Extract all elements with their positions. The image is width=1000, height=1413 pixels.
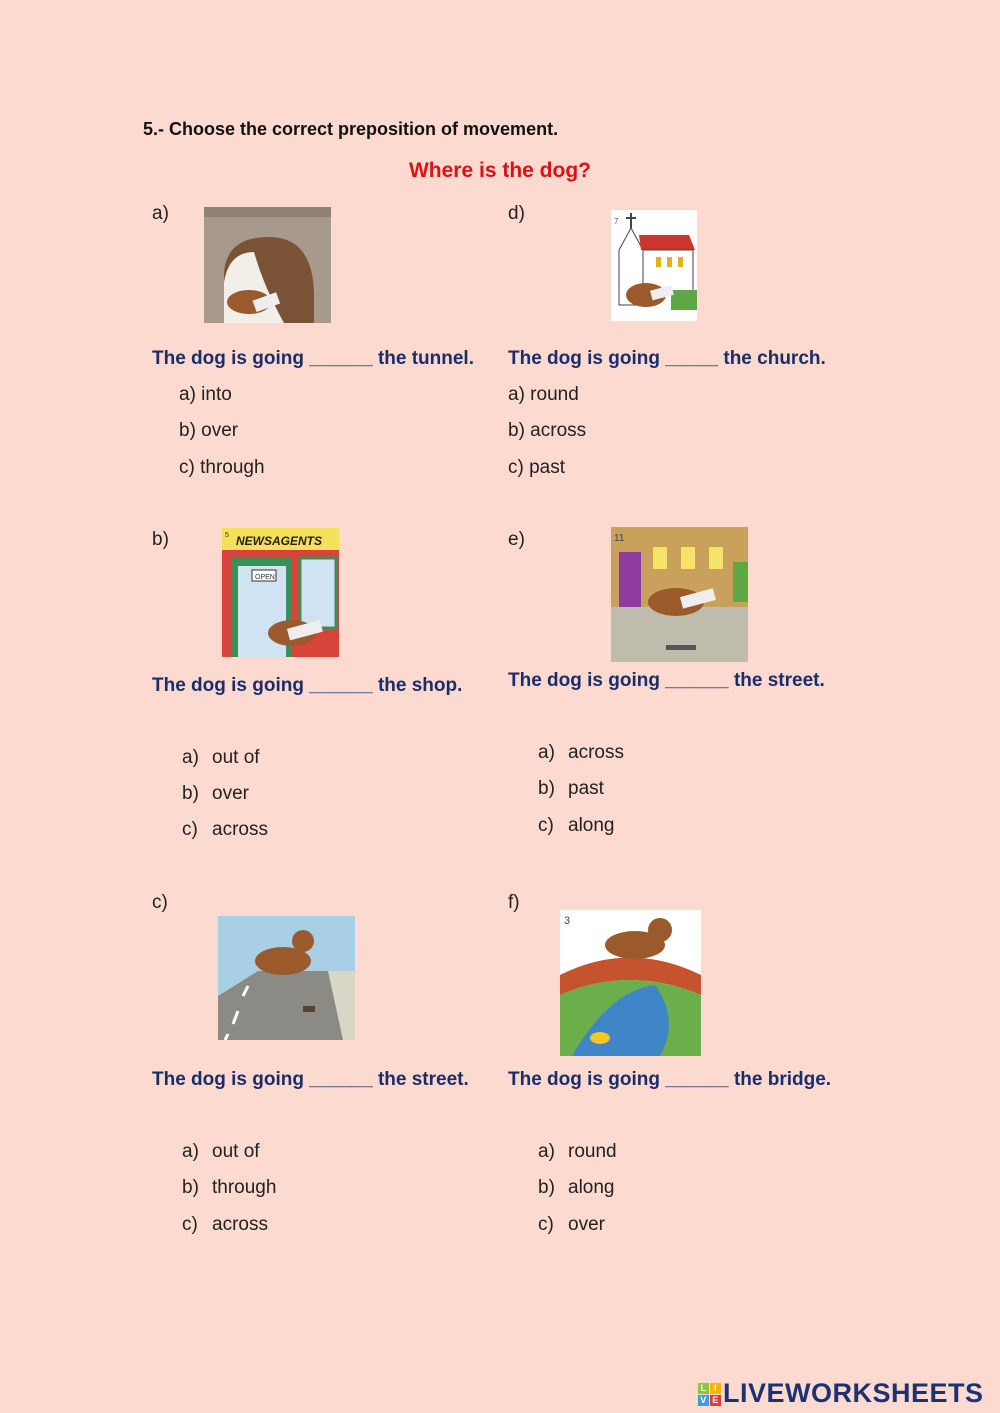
item-a-option-c[interactable]: c) through (179, 457, 265, 478)
item-d-label: d) (508, 203, 525, 224)
item-f-option-b[interactable] (538, 1177, 615, 1199)
shop-number: 5 (225, 532, 229, 539)
item-a-option-b[interactable]: b) over (179, 420, 239, 441)
option-text: along (568, 1177, 615, 1198)
item-b-label: b) (152, 529, 169, 550)
tunnel-picture (204, 207, 331, 323)
item-c-sentence: The dog is going ______ the street. (152, 1069, 469, 1090)
option-text: out of (212, 747, 260, 768)
item-e-option-a[interactable] (538, 742, 624, 764)
logo-badge-icon: L I V E (698, 1383, 721, 1406)
option-text: out of (212, 1141, 260, 1162)
item-c-option-a[interactable] (182, 1141, 260, 1163)
shop-sign: NEWSAGENTS (236, 534, 323, 548)
option-text: round (568, 1141, 617, 1162)
item-f-option-c[interactable] (538, 1214, 605, 1236)
option-text: past (568, 778, 604, 799)
item-c-option-b[interactable] (182, 1177, 277, 1199)
bridge-number: 3 (564, 915, 571, 927)
option-text: across (212, 1214, 268, 1235)
item-d-sentence: The dog is going _____ the church. (508, 348, 826, 369)
item-c-label: c) (152, 892, 168, 913)
option-text: over (212, 783, 249, 804)
door-sign: OPEN (255, 574, 275, 581)
item-e-option-b[interactable] (538, 778, 604, 800)
option-letter: a) (538, 1141, 555, 1162)
option-letter: b) (182, 783, 199, 804)
item-d-option-c[interactable]: c) past (508, 457, 566, 478)
item-a-label: a) (152, 203, 169, 224)
subtitle: Where is the dog? (408, 159, 591, 182)
option-letter: c) (182, 819, 198, 840)
item-f-sentence: The dog is going ______ the bridge. (508, 1069, 832, 1090)
option-letter: a) (538, 742, 555, 763)
church-number: 7 (614, 217, 619, 226)
exercise-title: 5.- Choose the correct preposition of movement. (143, 119, 559, 139)
option-letter: c) (182, 1214, 198, 1235)
item-a-option-a[interactable]: a) into (179, 384, 232, 405)
church-picture (611, 210, 697, 321)
option-letter: a) (182, 1141, 199, 1162)
item-b-option-a[interactable] (182, 747, 260, 769)
option-letter: a) (182, 747, 199, 768)
item-a-sentence: The dog is going ______ the tunnel. (152, 348, 474, 369)
option-letter: b) (182, 1177, 199, 1198)
item-b-option-b[interactable] (182, 783, 249, 805)
street-houses-picture (611, 527, 748, 662)
item-b-sentence: The dog is going ______ the shop. (152, 675, 463, 696)
item-e-sentence: The dog is going ______ the street. (508, 670, 825, 691)
option-text: through (212, 1177, 277, 1198)
item-e-option-c[interactable] (538, 815, 615, 837)
bridge-picture (560, 910, 701, 1056)
item-f-option-a[interactable] (538, 1141, 617, 1163)
option-letter: b) (538, 1177, 555, 1198)
logo-text: LIVEWORKSHEETS (723, 1378, 984, 1408)
option-text: along (568, 815, 615, 836)
item-e-label: e) (508, 529, 525, 550)
item-f-label: f) (508, 892, 520, 913)
option-text: over (568, 1214, 605, 1235)
option-letter: c) (538, 1214, 554, 1235)
option-text: across (212, 819, 268, 840)
item-d-option-a[interactable]: a) round (508, 384, 579, 405)
option-text: across (568, 742, 624, 763)
option-letter: b) (538, 778, 555, 799)
item-b-option-c[interactable] (182, 819, 268, 841)
item-c-option-c[interactable] (182, 1214, 268, 1236)
option-letter: c) (538, 815, 554, 836)
item-d-option-b[interactable]: b) across (508, 420, 587, 441)
road-crossing-picture (218, 916, 355, 1040)
house-number: 11 (614, 533, 625, 544)
shop-picture (222, 528, 339, 657)
liveworksheets-logo (698, 1378, 984, 1409)
